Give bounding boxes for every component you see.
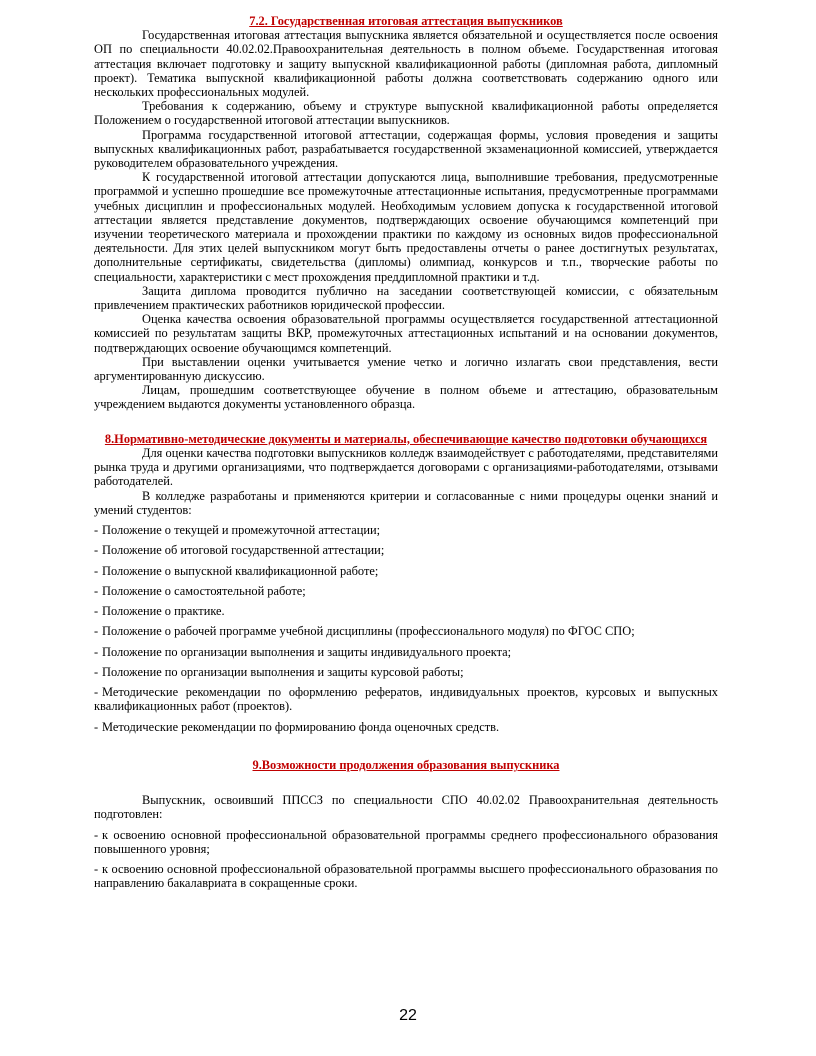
section-8-paragraph: Для оценки качества подготовки выпускников колледж взаимодействует с работодателями, представителями рынка труда и другими организациями, что подтверждается договорами с организациями-работодателями, отзывами работодателей. [94,445,718,489]
section-7-2-title: 7.2. Государственная итоговая аттестация выпускников [249,14,563,28]
section-8-title: 8.Нормативно-методические документы и материалы, обеспечивающие качество подготовки обучающихся [104,431,708,446]
section-9-list [94,828,718,891]
section-7-2-paragraph: Требования к содержанию, объему и структуре выпускной квалификационной работы определяется Положением о государственной итоговой аттестации выпускников. [94,99,718,128]
document-page [94,14,718,897]
list-item: - Методические рекомендации по формированию фонда оценочных средств. [94,719,500,734]
section-7-2-paragraph: При выставлении оценки учитывается умение четко и логично излагать свои представления, вести аргументированную дискуссию. [94,354,718,384]
section-7-2-paragraph: Оценка качества освоения образовательной программы осуществляется государственной аттестационной комиссией по результатам защиты ВКР, промежуточных аттестационных испытаний и на основании документов, подтверждающих освоение обучающимся компетенций. [94,312,718,355]
list-item: - Положение о рабочей программе учебной дисциплины (профессионального модуля) по ФГОС СПО; [94,624,635,639]
list-item: - Положение по организации выполнения и защиты индивидуального проекта; [94,644,512,659]
section-7-2-paragraph: Государственная итоговая аттестация выпускника является обязательной и осуществляется после освоения ОП по специальности 40.02.02.Правоохранительная деятельность в полном объеме. Государственная итоговая аттестация включает подготовку и защиту выпускной квалификационной работы (дипломная работа, дипломный проект). Тематика выпускной квалификационной работы должна соответствовать содержанию одного или нескольких профессиональных модулей. [94,28,718,100]
list-item: - Положение об итоговой государственной аттестации; [94,543,385,558]
section-7-2-paragraph: Защита диплома проводится публично на заседании соответствующей комиссии, с обязательным привлечением практических работников юридической профессии. [94,283,718,313]
section-7-2-paragraph: К государственной итоговой аттестации допускаются лица, выполнившие требования, предусмотренные программой и успешно прошедшие все промежуточные аттестационные испытания, предусмотренные программами учебных дисциплин и профессиональных модулей. Необходимым условием допуска к государственной итоговой аттестации является представление документов, подтверждающих освоение обучающимся компетенций при изучении теоретического материала и прохождении практики по каждому из основных видов профессиональной деятельности. Для этих целей выпускником могут быть предоставлены отчеты о ранее достигнутых результатах, дополнительные сертификаты, свидетельства (дипломы) олимпиад, конкурсов и т.п., творческие работы по специальности, характеристики с мест прохождения преддипломной практики и т.д. [94,170,718,284]
list-item: - Положение по организации выполнения и защиты курсовой работы; [94,664,464,679]
section-9-intro: Выпускник, освоивший ППССЗ по специальности СПО 40.02.02 Правоохранительная деятельность подготовлен: [94,793,718,822]
list-item: - Положение о выпускной квалификационной работе; [94,563,379,578]
list-item: - Методические рекомендации по оформлению рефератов, индивидуальных проектов, курсовых и выпускных квалификационных работ (проектов). [94,685,718,714]
section-9-title: 9.Возможности продолжения образования выпускника [252,758,560,773]
page-number: 22 [399,1007,417,1024]
list-item: - Положение о практике. [94,604,225,619]
section-8-paragraph: В колледже разработаны и применяются критерии и согласованные с ними процедуры оценки знаний и умений студентов: [94,488,718,517]
list-item: - к освоению основной профессиональной образовательной программы высшего профессионального образования по направлению бакалавриата в сокращенные сроки. [94,862,718,891]
list-item: - к освоению основной профессиональной образовательной программы среднего профессионального образования повышенного уровня; [94,827,718,856]
list-item: - Положение о текущей и промежуточной аттестации; [94,522,381,537]
section-8-document-list [94,523,718,734]
section-7-2-paragraph: Лицам, прошедшим соответствующее обучение в полном объеме и аттестацию, образовательным учреждением выдаются документы установленного образца. [94,383,718,412]
section-7-2-paragraph: Программа государственной итоговой аттестации, содержащая формы, условия проведения и защиты выпускных квалификационных работ, разрабатывается государственной экзаменационной комиссией, утверждается руководителем образовательного учреждения. [94,127,718,171]
list-item: - Положение о самостоятельной работе; [94,583,306,598]
